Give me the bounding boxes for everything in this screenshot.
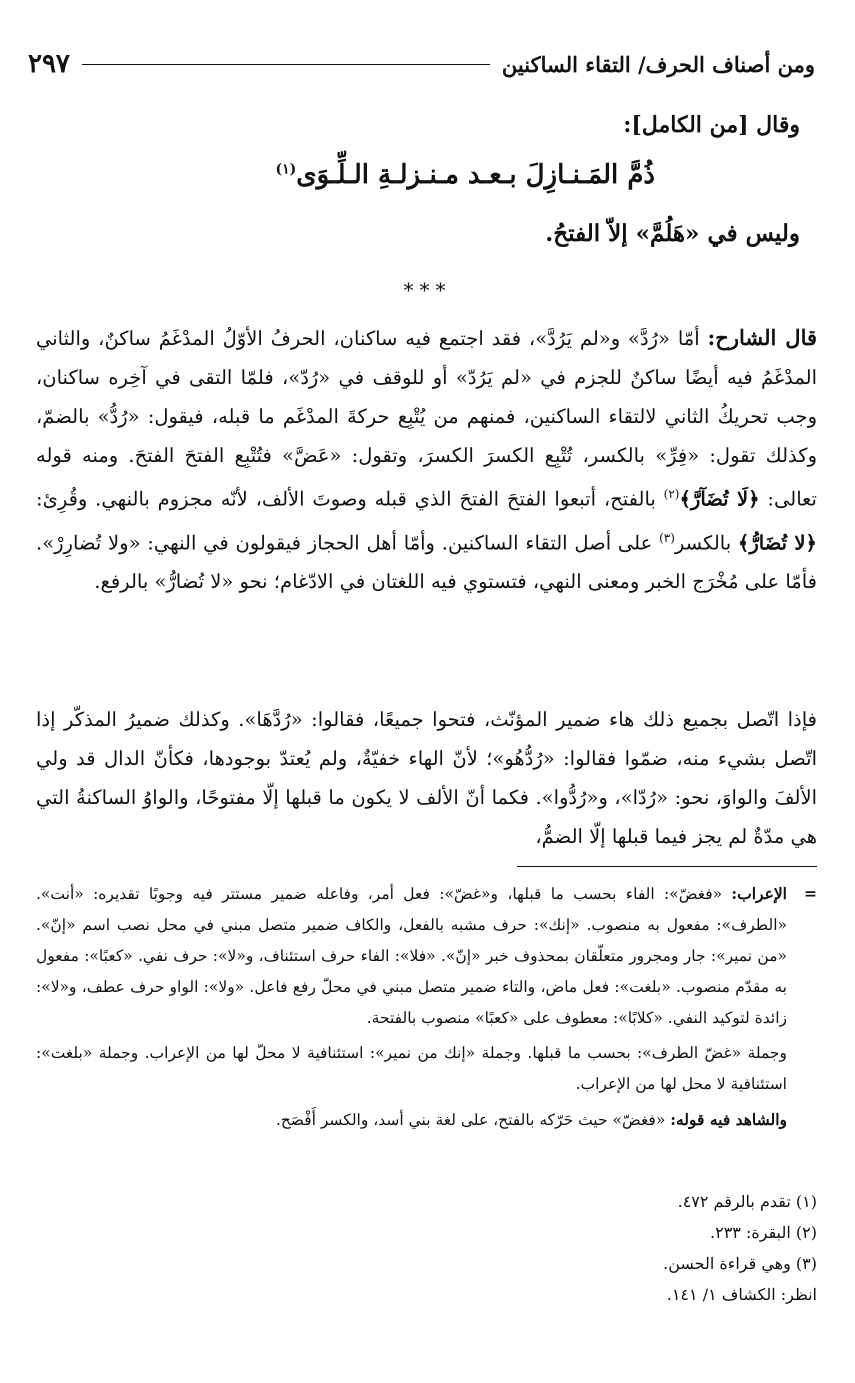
footnote-ref-2: (٢) (663, 487, 680, 501)
footnote-notes (36, 878, 817, 1136)
halumma-note: وليس في «هَلُمَّ» إلاّ الفتحُ. (545, 220, 800, 247)
footnote-list (36, 1186, 817, 1310)
quran-quote-2: ﴿لا تُضَارُّ﴾ (737, 531, 817, 554)
commentary-lead: قال الشارح: (707, 325, 817, 350)
irab-note (36, 878, 817, 1034)
header-rule (82, 64, 490, 65)
irab-text: «فغضّ»: الفاء بحسب ما قبلها، و«غضّ»: فعل أمر، وفاعله ضمير مستتر فيه وجوبًا تقديره: «أنت». «الطرف»: مفعول به منصوب. «إنك»: حرف مشبه بالفعل، والكاف ضمير متصل مبني في محل نصب اسم «إنّ». «من نمير»: جار ومجرور متعلّقان بمحذوف خبر «إنّ». «فلا»: الفاء حرف استئناف، و«لا»: حرف نفي. «كعبًا»: مفعول به مقدّم منصوب. «بلغت»: فعل ماض، والتاء ضمير متصل مبني في محلّ رفع فاعل. «ولا»: الواو حرف عطف، و«لا»: زائدة لتوكيد النفي. «كلابًا»: معطوف على «كعبًا» منصوب بالفتحة. (36, 885, 787, 1027)
footnote-2: (٢) البقرة: ٢٣٣. (710, 1223, 817, 1242)
commentary-paragraph-1 (36, 318, 817, 601)
paragraph-2-text: فإذا اتّصل بجميع ذلك هاء ضمير المؤنّث، فتحوا جميعًا، فقالوا: «رُدَّهَا». وكذلك ضميرُ المذكّر إذا اتّصل بشيء منه، ضمّوا فقالوا: «رُدُّهُو»؛ لأنّ الهاء خفيّةٌ، ولم يُعتدّ بوجودها، فكأنّ الدال قد ولي الألفَ والواوَ، نحو: «رُدّا»، و«رُدُّوا». فكما أنّ الألف لا يكون ما قبلها إلّا مفتوحًا، والواوُ الساكنةُ التي هي مدّةٌ لم يجز فيما قبلها إلّا الضمُّ، (36, 708, 817, 848)
footnote-ref-3: (٣) (659, 530, 675, 545)
commentary-text-3: بالكسر (674, 531, 738, 554)
header-title: ومن أصناف الحرف/ التقاء الساكنين (501, 51, 815, 77)
commentary-paragraph-2 (36, 700, 817, 856)
shahid-lead: والشاهد فيه قوله: (670, 1110, 787, 1129)
verse-intro: وقال [من الكامل]: (623, 112, 800, 138)
irab-lead: الإعراب: (731, 884, 787, 903)
footnote-3-source: انظر: الكشاف ١/ ١٤١. (666, 1285, 817, 1304)
page-number: ٢٩٧ (28, 49, 70, 79)
running-header (28, 44, 815, 84)
quran-quote-1: ﴿لَا تُضَآرَّ﴾ (679, 487, 760, 511)
footnote-ref-1: (١) (275, 161, 297, 178)
footnote-1: (١) تقدم بالرقم ٤٧٢. (677, 1192, 817, 1211)
sentences-note: وجملة «غضّ الطرف»: بحسب ما قبلها. وجملة «إنك من نمير»: استئنافية لا محلّ لها من الإعراب. وجملة «بلغت»: استئنافية لا محل لها من الإعراب. (36, 1044, 787, 1093)
verse-text: ذُمَّ المَـنـازِلَ بـعـد مـنـزلـةِ الـلِّـوَى (296, 160, 655, 190)
commentary-text-4: على أصل التقاء الساكنين. وأمّا أهل الحجاز فيقولون في النهي: «ولا تُضارِرْ». فأمّا على مُخْرَج الخبر ومعنى النهي، فتستوي فيه اللغتان في الادّغام؛ نحو «لا تُضارُّ» بالرفع. (36, 531, 817, 593)
shahid-text: «فغضّ» حيث حَرّكه بالفتح، على لغة بني أسد، والكسر أَفْصَح. (275, 1111, 671, 1129)
poetry-verse (275, 160, 655, 190)
shahid-note (36, 1104, 817, 1136)
continuation-mark: = (804, 884, 817, 903)
section-separator: *** (403, 278, 452, 302)
commentary-text-2: بالفتح، أتبعوا الفتحَ الفتحَ الذي قبله وصوتَ الألف، لأنّه مجزوم بالنهي. وقُرِئ: (36, 487, 664, 511)
footnote-3: (٣) وهي قراءة الحسن. (663, 1254, 817, 1273)
commentary-text-1: أمّا «رُدَّ» و«لم يَرُدَّ»، فقد اجتمع فيه ساكنان، الحرفُ الأوّلُ المدْغَمُ ساكنٌ، والثاني المدْغَمُ فيه أيضًا ساكنٌ للجزم في «لم يَرُدّ» أو للوقف في «رُدّ»، فلمّا التقى في آخِره ساكنان، وجب تحريكُ الثاني لالتقاء الساكنين، فمنهم من يُتْبِع حركةَ المدْغَم ما قبله، فيقول: «رُدُّ» بالضمّ، وكذلك تقول: «فِرِّ» بالكسر، تُتْبِع الكسرَ الكسرَ، وتقول: «عَضَّ» فتُتْبِع الفتحَ الفتحَ. ومنه قوله تعالى: (36, 327, 817, 511)
footnote-rule (517, 866, 817, 867)
